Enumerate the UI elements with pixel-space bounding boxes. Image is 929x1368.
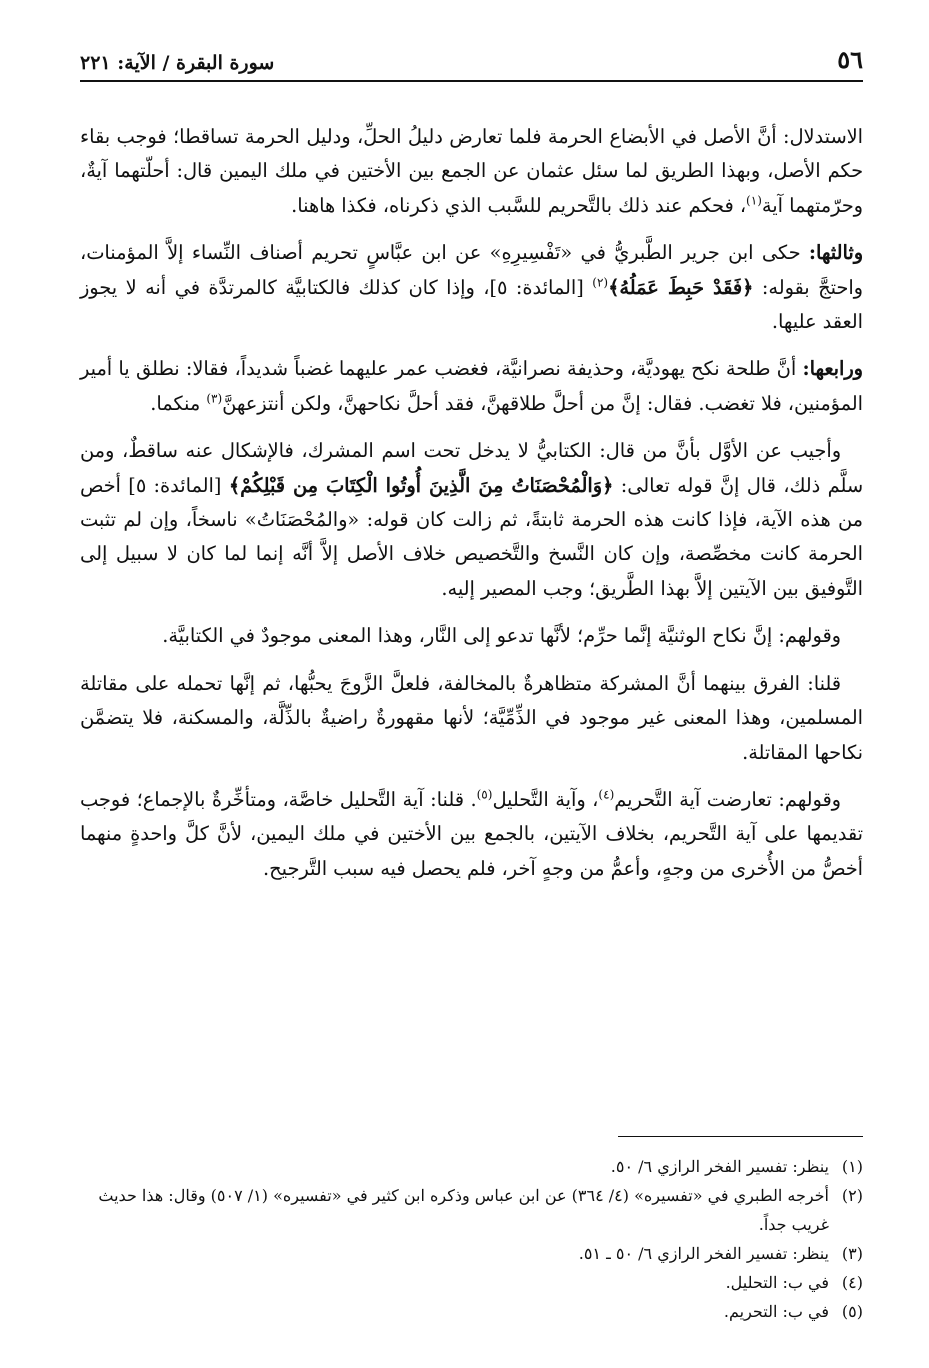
main-text xyxy=(80,120,863,886)
footnote-ref-3: (٣) xyxy=(206,391,223,406)
paragraph-their-claim-1 xyxy=(80,619,863,653)
paragraph-their-claim-2 xyxy=(80,783,863,886)
footnote-number: (١) xyxy=(841,1157,863,1176)
footnote-text: في ب: التحريم. xyxy=(723,1302,829,1321)
paragraph-text: وقولهم: تعارضت آية التَّحريم xyxy=(614,787,841,811)
paragraph-text: قلنا: الفرق بينهما أنَّ المشركة متظاهرةٌ بالمخالفة، فلعلَّ الزَّوجَ يحبُّها، ثم إنَّها تحمله على مقاتلة المسلمين، وهذا المعنى غير موجود في الذِّمِّيَّة؛ لأنها مقهورةٌ راضيةٌ بالذِّلَّة، والمسكنة، فلا يتضمَّن نكاحها المقاتلة. xyxy=(80,671,863,764)
paragraph-lead: ورابعها: xyxy=(802,357,863,381)
footnote-item xyxy=(80,1239,863,1268)
paragraph-answer-first xyxy=(80,434,863,606)
footnote-number: (٤) xyxy=(841,1273,863,1292)
paragraph-text: وقولهم: إنَّ نكاح الوثنيَّة إنَّما حرِّم؛ لأنَّها تدعو إلى النَّار، وهذا المعنى موجودٌ في الكتابيَّة. xyxy=(162,624,841,648)
running-header xyxy=(80,38,863,82)
paragraph-text: ، وآية التَّحليل xyxy=(492,787,599,811)
paragraph-istidlal xyxy=(80,120,863,223)
footnote-item xyxy=(80,1297,863,1326)
footnote-text: أخرجه الطبري في «تفسيره» (٤/ ٣٦٤) عن ابن عباس وذكره ابن كثير في «تفسيره» (١/ ٥٠٧) وقال: هذا حديث غريب جداً. xyxy=(98,1186,829,1234)
paragraph-text: [المائدة: ٥]، وإذا كان كذلك فالكتابيَّة كالمرتدَّة في أنه لا يجوز العقد عليها. xyxy=(80,275,863,334)
running-title: سورة البقرة / الآية: ٢٢١ xyxy=(80,52,275,74)
footnote-divider xyxy=(618,1136,863,1137)
footnote-item xyxy=(80,1181,863,1239)
paragraph-reply-1 xyxy=(80,667,863,770)
footnote-text: في ب: التحليل. xyxy=(725,1273,829,1292)
paragraph-text: منكما. xyxy=(150,391,207,415)
footnote-number: (٢) xyxy=(841,1186,863,1205)
paragraph-text: [المائدة: ٥] أخص من هذه الآية، فإذا كانت هذه الحرمة ثابتةً، ثم زالت كان قوله: «والمُحْصَنَاتُ» ناسخاً، وإن لم تثبت الحرمة كانت مخصِّصة، وإن كان النَّسخ والتَّخصيص خلاف الأصل إلاَّ أنَّه إنما لما كان لا سبيل إلى التَّوفيق بين الآيتين إلاَّ بهذا الطَّريق؛ وجب المصير إليه. xyxy=(80,473,863,600)
book-page xyxy=(80,38,863,1338)
page-number: ٥٦ xyxy=(837,45,863,74)
footnote-text: ينظر: تفسير الفخر الرازي ٦/ ٥٠. xyxy=(610,1157,829,1176)
footnote-ref-4: (٤) xyxy=(598,787,615,802)
quran-verse: ﴿فَقَدْ حَبِطَ عَمَلُهُ﴾ xyxy=(608,275,754,299)
paragraph-text: وأجيب عن الأوَّل بأنَّ من قال: الكتابيُّ لا يدخل تحت اسم المشرك، فالإشكال عنه ساقطٌ، ومن سلَّم ذلك، قال إنَّ قوله تعالى: xyxy=(80,439,863,497)
paragraph-text: الاستدلال: أنَّ الأصل في الأبضاع الحرمة فلما تعارض دليلُ الحلِّ، ودليل الحرمة تساقطا؛ فوجب بقاء حكم الأصل، وبهذا الطريق لما سئل عثمان عن الجمع بين الأختين في ملك اليمين قال: أحلّتهما آيةٌ، وحرّمتهما آية xyxy=(80,125,863,217)
paragraph-fourth xyxy=(80,352,863,421)
paragraph-lead: وثالثها: xyxy=(808,241,863,265)
footnote-ref-2: (٢) xyxy=(592,275,609,290)
paragraph-text: أنَّ طلحة نكح يهوديَّة، وحذيفة نصرانيَّة، فغضب عمر عليهما غضباً شديداً، فقالا: نطلق يا أمير المؤمنين، فلا تغضب. فقال: إنَّ من أحلَّ طلاقهنَّ، فقد أحلَّ نكاحهنَّ، ولكن أنتزعهنَّ xyxy=(80,357,863,415)
footnote-text: ينظر: تفسير الفخر الرازي ٦/ ٥٠ ـ ٥١. xyxy=(578,1244,829,1263)
quran-verse: ﴿وَالْمُحْصَنَاتُ مِنَ الَّذِينَ أُوتُوا الْكِتَابَ مِن قَبْلِكُمْ﴾ xyxy=(228,473,614,497)
paragraph-text: . قلنا: آية التَّحليل خاصَّة، ومتأخِّرةٌ بالإجماع؛ فوجب تقديمها على آية التَّحريم، بخلاف الآيتين، بالجمع بين الأختين في ملك اليمين، لأنَّ كلَّ واحدةٍ منهما أخصُّ من الأُخرى من وجهٍ، وأعمُّ من وجهٍ آخر، فلم يحصل فيه سبب التَّرجيح. xyxy=(80,787,863,880)
footnote-number: (٥) xyxy=(841,1302,863,1321)
footnote-number: (٣) xyxy=(841,1244,863,1263)
paragraph-text: ، فحكم عند ذلك بالتَّحريم للسَّبب الذي ذكرناه، فكذا هاهنا. xyxy=(291,193,747,217)
footnote-ref-1: (١) xyxy=(746,193,762,208)
paragraph-text: حكى ابن جرير الطَّبريُّ في «تَفْسِيرِهِ» عن ابن عبَّاسٍ تحريم أصناف النِّساء إلاَّ المؤمنات، واحتجَّ بقوله: xyxy=(80,241,863,299)
paragraph-third xyxy=(80,236,863,339)
footnote-ref-5: (٥) xyxy=(476,787,493,802)
footnote-item xyxy=(80,1152,863,1181)
footnote-item xyxy=(80,1268,863,1297)
footnotes xyxy=(80,1152,863,1326)
